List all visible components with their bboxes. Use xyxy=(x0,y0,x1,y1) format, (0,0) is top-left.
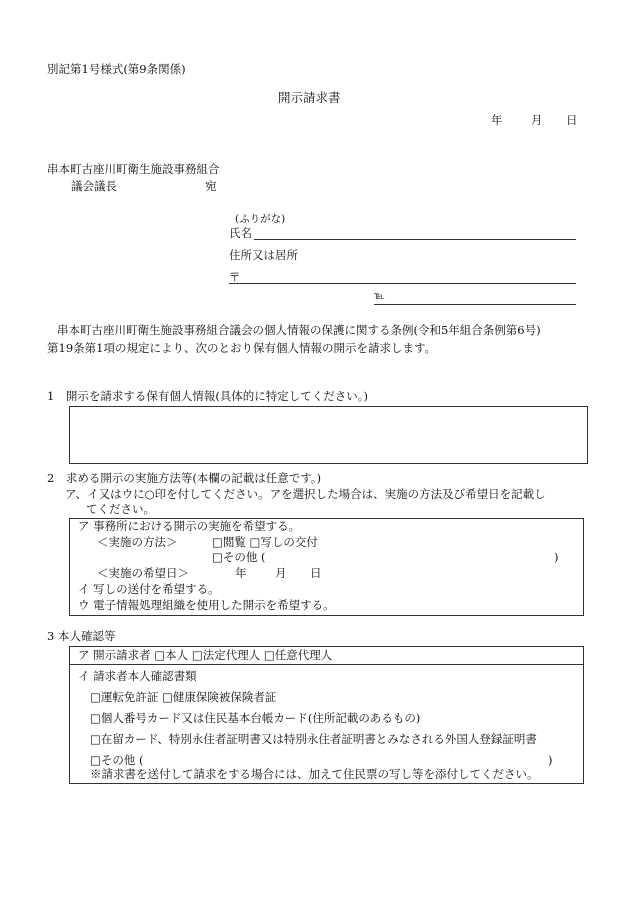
page-title: 開示請求書 xyxy=(278,90,341,105)
addressee-position: 議会議長 xyxy=(71,179,117,193)
section2-note-line-1: ア、イ又はウに○印を付してください。アを選択した場合は、実施の方法及び希望日を記載し xyxy=(65,487,546,501)
section3-identity-box xyxy=(69,646,584,784)
address-field-line[interactable] xyxy=(229,283,576,284)
section2-method-box xyxy=(69,518,584,616)
method-other-checkbox[interactable]: □その他 ( xyxy=(212,550,266,564)
name-label: 氏名 xyxy=(229,226,252,240)
doc-option-other[interactable]: □その他 ( xyxy=(90,753,144,767)
section3-heading: 3 本人確認等 xyxy=(47,629,116,643)
identity-docs-label: イ 請求者本人確認書類 xyxy=(78,669,197,683)
postal-mark: 〒 xyxy=(229,270,241,284)
date-year-label: 年 xyxy=(491,113,503,127)
section2-heading: 2 求める開示の実施方法等(本欄の記載は任意です。) xyxy=(47,471,322,485)
mailing-footnote: ※請求書を送付して請求をする場合には、加えて住民票の写し等を添付してください。 xyxy=(90,767,539,781)
method-label: ＜実施の方法＞ xyxy=(97,535,178,549)
doc-option-license-insurance[interactable]: □運転免許証 □健康保険被保険者証 xyxy=(90,690,277,704)
preferred-date-label: ＜実施の希望日＞ xyxy=(97,566,189,580)
doc-option-residence-card[interactable]: □在留カード、特別永住者証明書又は特別永住者証明書とみなされる外国人登録証明書 xyxy=(90,732,537,746)
option-b-copy-mailing[interactable]: イ 写しの送付を希望する。 xyxy=(78,582,220,596)
preferred-date-day: 日 xyxy=(310,566,322,580)
method-other-close-paren: ) xyxy=(554,550,559,564)
section2-note-line-2: てください。 xyxy=(86,502,155,516)
option-a-office-viewing[interactable]: ア 事務所における開示の実施を希望する。 xyxy=(78,519,301,533)
requester-type-options[interactable]: ア 開示請求者 □本人 □法定代理人 □任意代理人 xyxy=(78,648,333,662)
section3-divider xyxy=(70,664,583,665)
method-options-checkboxes[interactable]: □閲覧 □写しの交付 xyxy=(212,535,318,549)
tel-field-line[interactable] xyxy=(374,304,576,305)
form-reference: 別記第1号様式(第9条関係) xyxy=(47,62,186,76)
doc-other-close-paren: ) xyxy=(548,753,553,767)
preferred-date-year: 年 xyxy=(235,566,247,580)
addressee-org: 串本町古座川町衛生施設事務組合 xyxy=(47,162,220,176)
preferred-date-month: 月 xyxy=(275,566,287,580)
section1-heading: 1 開示を請求する保有個人情報(具体的に特定してください。) xyxy=(47,389,369,403)
tel-mark: ℡ xyxy=(374,291,385,302)
furigana-label: (ふりがな) xyxy=(235,213,286,225)
address-label: 住所又は居所 xyxy=(229,248,298,262)
intro-line-2: 第19条第1項の規定により、次のとおり保有個人情報の開示を請求します。 xyxy=(47,341,437,355)
date-day-label: 日 xyxy=(566,113,578,127)
section1-info-box[interactable] xyxy=(69,406,588,464)
addressee-honorific: 宛 xyxy=(205,179,217,193)
date-month-label: 月 xyxy=(531,113,543,127)
option-c-electronic[interactable]: ウ 電子情報処理組織を使用した開示を希望する。 xyxy=(78,598,335,612)
name-field-line[interactable] xyxy=(254,239,576,240)
doc-option-mynumber-card[interactable]: □個人番号カード又は住民基本台帳カード(住所記載のあるもの) xyxy=(90,711,421,725)
intro-line-1: 串本町古座川町衛生施設事務組合議会の個人情報の保護に関する条例(令和5年組合条例第6号) xyxy=(57,323,541,337)
